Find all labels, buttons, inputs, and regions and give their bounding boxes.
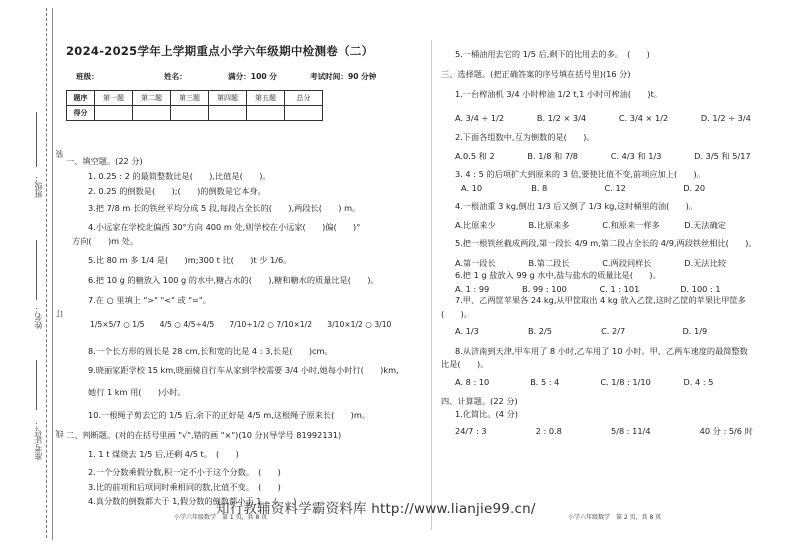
score-table-header-row xyxy=(67,91,323,106)
name-label: 姓名： xyxy=(164,72,187,81)
question-line: 8.从济南到天津,甲车用了 8 小时,乙车用了 10 小时。甲、乙两车速度的最简整数 xyxy=(455,346,748,356)
score-row-label: 得分 xyxy=(67,106,95,121)
question-line: 5.一桶油用去它的 1/5 后,剩下的比用去的多。 ( ) xyxy=(455,49,650,59)
question-line: 3.把 7/8 m 长的铁丝平均分成 5 段,每段占全长的( ),两段长( ) m。 xyxy=(88,203,361,213)
question-line: 6.把 10 g 的糖放入 100 g 的水中,糖占水的( ),糖和糖水的质量比是( )。 xyxy=(88,275,379,285)
score-header-cell: 第五题 xyxy=(247,91,285,106)
question-line: 1.一台榨油机 3/4 小时榨油 1/2 t,1 小时可榨油( )t。 xyxy=(455,89,662,99)
question-line: 2.一个分数乘假分数,积一定不小于这个分数。 ( ) xyxy=(88,467,281,477)
watermark-text: 知行教辅资料学霸资料库 http://www.lianjie99.cn/ xyxy=(216,501,536,517)
binding-name-label: 姓名： xyxy=(34,305,43,329)
question-line: 9.晓丽家距学校 15 km,晓丽骑自行车从家到学校需要 3/4 小时,她每小时行( )km, xyxy=(88,365,399,375)
calculation-row: 24/7 : 3 2 : 0.8 5/8 : 11/4 40 分 : 5/6 时 xyxy=(455,426,753,436)
question-line: 2. 0.25 的倒数是( );( )的倒数是它本身。 xyxy=(88,186,266,196)
option-row: A. 3/4 ÷ 1/2 B. 1/2 × 3/4 C. 3/4 × 1/2 D. 1/2 ÷ 3/4 xyxy=(455,113,751,123)
score-input-cell[interactable] xyxy=(285,106,323,121)
score-header-cell: 第三题 xyxy=(171,91,209,106)
option-row: A. 10 B. 8 C. 12 D. 20 xyxy=(461,183,706,193)
section-4-heading: 四、计算题。(22 分) xyxy=(441,396,518,406)
class-label: 班级： xyxy=(76,72,99,81)
page-divider xyxy=(431,40,432,530)
question-line: 她行 1 km 用( )小时。 xyxy=(88,387,186,397)
score-table-score-row xyxy=(67,106,323,121)
cut-mark-3: 线 xyxy=(55,430,64,438)
question-line: 7.在 ○ 里填上 ">" "<" 或 "="。 xyxy=(88,295,211,305)
option-row: A.第一段长 B.第二段长 C.两段同样长 D.无法比较 xyxy=(455,258,726,268)
cut-line xyxy=(46,8,47,538)
class-underline xyxy=(36,112,37,167)
question-line: 4.小远家在学校北偏西 30°方向 400 m 处,则学校在小远家( )偏( )° xyxy=(88,222,361,232)
margin-line xyxy=(52,8,53,540)
exam-time: 考试时间：90 分钟 xyxy=(310,72,377,81)
comparison-row: 1/5×5/7 ○ 1/5 4/5 ○ 4/5÷4/5 7/10÷1/2 ○ 7/10×1/2 3/10×1/2 ○ 3/10 xyxy=(90,320,392,329)
option-row: A. 8 : 10 B. 5 : 4 C. 1/8 : 1/10 D. 4 : 5 xyxy=(455,377,714,387)
full-score: 满分：100 分 xyxy=(228,72,277,81)
question-line: 2.下面各组数中,互为倒数的是( )。 xyxy=(455,132,595,142)
score-header-cell: 第四题 xyxy=(209,91,247,106)
binding-gutter xyxy=(0,0,64,548)
section-2-heading: 二、判断题。(对的在括号里画 "√",错的画 "×")(10 分)(导学号 81992131) xyxy=(66,430,342,440)
score-header-cell: 题序 xyxy=(67,91,95,106)
question-line: 5.比 80 m 多 1/4 是( )m;300 t 比( )t 少 1/6。 xyxy=(88,255,292,265)
option-row: A.比原来少 B.比原来多 C.和原来一样多 D.无法确定 xyxy=(455,220,726,230)
question-line: 6.把 1 g 盐放入 99 g 水中,盐与盐水的质量比是( )。 xyxy=(455,270,661,280)
score-header-cell: 第二题 xyxy=(133,91,171,106)
exam-title: 2024-2025学年上学期重点小学六年级期中检测卷（二） xyxy=(66,44,374,58)
option-row: A. 1/3 B. 2/5 C. 2/7 D. 1/9 xyxy=(455,326,708,336)
section-1-heading: 一、填空题。(22 分) xyxy=(66,156,143,166)
question-line: 10.一根绳子剪去它的 1/5 后,余下的正好是 4/5 m,这根绳子原来长( )m。 xyxy=(88,410,371,420)
cut-mark-2: 订 xyxy=(55,310,64,318)
name-underline xyxy=(36,240,37,300)
option-row: A.0.5 和 2 B. 1/8 和 7/8 C. 4/3 和 1/3 D. 3/5 和 5/17 xyxy=(455,151,751,161)
section-3-heading: 三、选择题。(把正确答案的序号填在括号里)(16 分) xyxy=(441,69,631,79)
question-line: 4.真分数的倒数都大于 1,假分数的倒数都小于 1。 ( ) xyxy=(88,496,297,506)
question-line: 1.化简比。(4 分) xyxy=(455,409,518,419)
question-line: 比是( )。 xyxy=(441,359,489,369)
question-line: 7.甲、乙两筐苹果各 24 kg,从甲筐取出 4 kg 放入乙筐,这时乙筐的苹果比甲筐多 xyxy=(455,295,746,305)
question-line: 3.比的前项和后项同时乘相同的数,比值不变。 ( ) xyxy=(88,482,281,492)
footer-left: 小学六年级数学 第 1 页，共 8 页 xyxy=(174,514,268,521)
question-line: 4.一根油重 3 kg,倒出 1/3 后又倒了 1/3 kg,这时桶里的油( )。 xyxy=(455,201,698,211)
option-row: A. 1 : 99 B. 99 : 100 C. 1 : 101 D. 100 : 1 xyxy=(455,284,721,294)
question-line: 3. 4 : 5 的后项扩大到原来的 3 倍,要使比值不变,前项应加上( )。 xyxy=(455,169,705,179)
score-table xyxy=(66,90,323,121)
binding-class-label: 班级： xyxy=(34,174,43,198)
question-line: 方向( )m 处。 xyxy=(72,236,139,246)
score-input-cell[interactable] xyxy=(133,106,171,121)
exam-no-underline xyxy=(36,360,37,410)
cut-mark-1: 装 xyxy=(55,150,64,158)
score-header-cell: 总分 xyxy=(285,91,323,106)
score-header-cell: 第一题 xyxy=(95,91,133,106)
question-line: 8.一个长方形的周长是 28 cm,长和宽的比是 4 : 3,长是( )cm。 xyxy=(88,346,333,356)
question-line: 5.把一根铁丝截成两段,第一段长 4/9 m,第二段占全长的 4/9,两段铁丝相比( )。 xyxy=(455,238,757,248)
question-line: ( )。 xyxy=(441,309,472,319)
footer-right: 小学六年级数学 第 2 页，共 8 页 xyxy=(568,514,662,521)
score-input-cell[interactable] xyxy=(171,106,209,121)
score-input-cell[interactable] xyxy=(209,106,247,121)
score-input-cell[interactable] xyxy=(95,106,133,121)
question-line: 1. 1 t 煤烧去 1/5 后,还剩 4/5 t。 ( ) xyxy=(88,449,239,459)
score-input-cell[interactable] xyxy=(247,106,285,121)
binding-exam-no-label: 准考证号： xyxy=(34,420,43,460)
question-line: 1. 0.25 : 2 的最简整数比是( ),比值是( )。 xyxy=(88,171,271,181)
